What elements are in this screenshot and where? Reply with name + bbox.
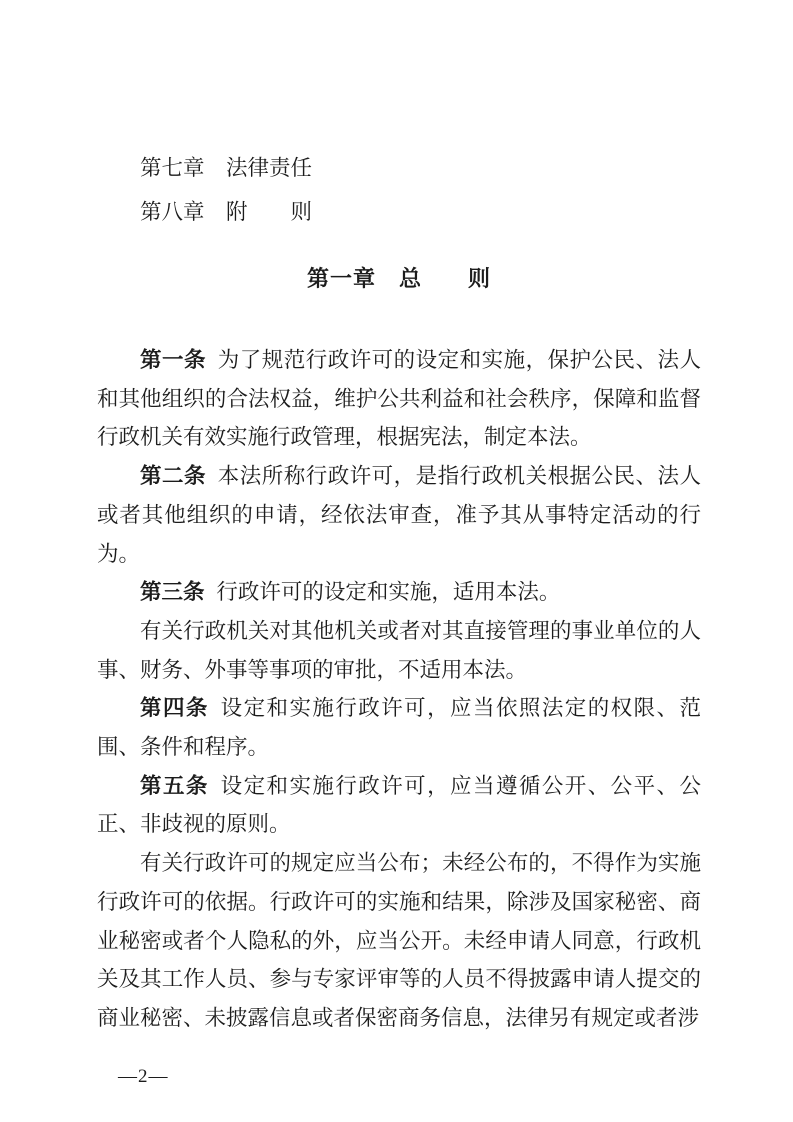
paragraph-text: 设定和实施行政许可，应当依照法定的权限、范围、条件和程序。	[97, 696, 701, 760]
paragraph-text: 行政许可的设定和实施，适用本法。	[216, 580, 561, 605]
paragraph-article-4	[97, 689, 701, 766]
article-body	[97, 341, 701, 1038]
toc-line	[97, 190, 701, 234]
toc-line	[97, 146, 701, 190]
toc-chapter-title: 附 则	[226, 200, 313, 224]
paragraph-text: 本法所称行政许可，是指行政机关根据公民、法人或者其他组织的申请，经依法审查，准予其从事特定活动的行为。	[97, 464, 701, 566]
paragraph-article-5	[97, 767, 701, 844]
page-number: —2—	[118, 1066, 169, 1087]
toc-chapter-title: 法律责任	[226, 156, 313, 180]
paragraph-text: 有关行政机关对其他机关或者对其直接管理的事业单位的人事、财务、外事等事项的审批，不适用本法。	[97, 618, 701, 682]
paragraph-article-1	[97, 341, 701, 457]
paragraph-article-2	[97, 457, 701, 573]
paragraph-text: 为了规范行政许可的设定和实施，保护公民、法人和其他组织的合法权益，维护公共利益和社会秩序，保障和监督行政机关有效实施行政管理，根据宪法，制定本法。	[97, 348, 701, 450]
page-content	[97, 0, 701, 1038]
toc-chapter-label: 第八章	[140, 200, 205, 224]
article-lead: 第二条	[140, 464, 206, 489]
paragraph-article-3	[97, 573, 701, 612]
paragraph-continuation	[97, 844, 701, 1038]
paragraph-continuation	[97, 612, 701, 689]
chapter-heading: 第一章 总 则	[306, 266, 491, 291]
article-lead: 第一条	[140, 348, 206, 372]
article-lead: 第五条	[140, 773, 209, 798]
article-lead: 第四条	[140, 696, 209, 721]
toc-chapter-label: 第七章	[140, 156, 205, 180]
paragraph-text: 设定和实施行政许可，应当遵循公开、公平、公正、非歧视的原则。	[97, 773, 701, 837]
article-lead: 第三条	[140, 580, 205, 605]
chapter-list	[97, 146, 701, 234]
paragraph-text: 有关行政许可的规定应当公布；未经公布的，不得作为实施行政许可的依据。行政许可的实施和结果，除涉及国家秘密、商业秘密或者个人隐私的外，应当公开。未经申请人同意，行政机关及其工作人员、参与专家评审等的人员不得披露申请人提交的商业秘密、未披露信息或者保密商务信息，法律另有规定或者涉	[97, 851, 701, 1030]
